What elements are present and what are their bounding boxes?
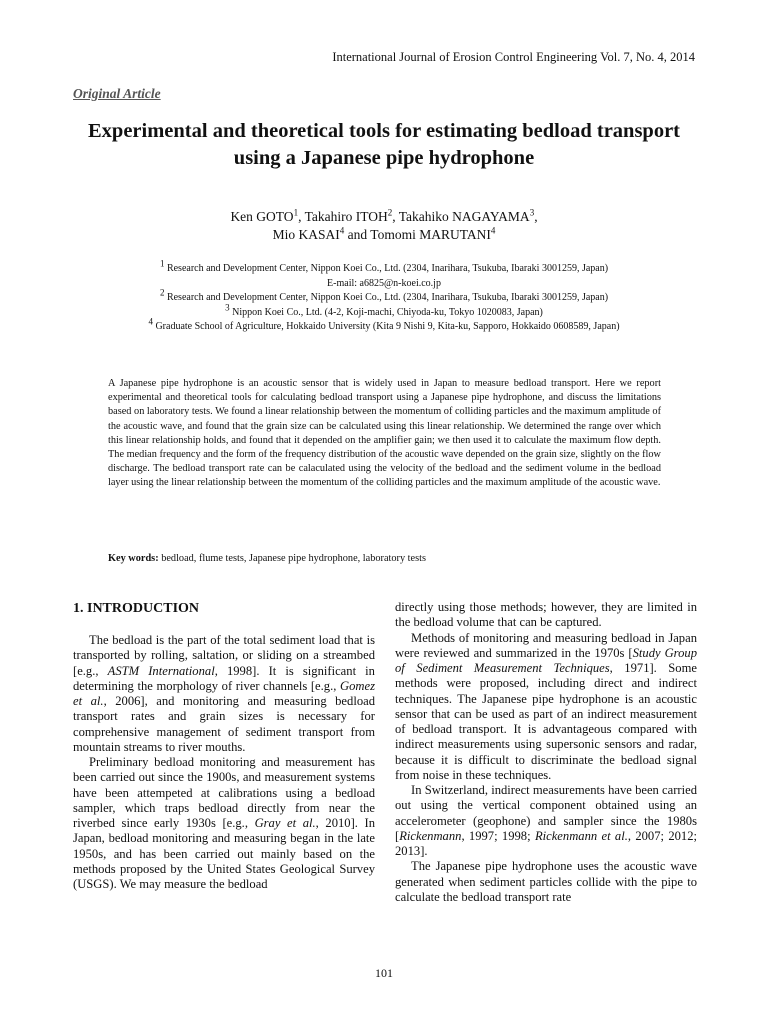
intro-paragraph-1: The bedload is the part of the total sediment load that is transported by rolling, saltation, or sliding on a streambed [e.g., ASTM International, 1998]. It is significant in determining the morphology of river channels [e.g., Gomez et al., 2006], and monitoring and measuring bedload transport rates and grain sizes is necessary for comprehensive management of sediment transport from mountain streams to river mouths.: [73, 633, 376, 754]
affiliation-mark: 3: [225, 302, 230, 313]
affiliation-text: Research and Development Center, Nippon Koei Co., Ltd. (2304, Inarihara, Tsukuba, Ibaraki 3001259, Japan): [166, 292, 609, 303]
author-name: Mio KASAI: [272, 227, 340, 242]
keywords-text: bedload, flume tests, Japanese pipe hydrophone, laboratory tests: [158, 553, 426, 564]
citation: Gomez et al.: [73, 678, 375, 708]
intro-paragraph-5: The Japanese pipe hydrophone uses the acoustic wave generated when sediment particles collide with the pipe to calculate the bedload transport rate: [395, 859, 697, 904]
abstract: A Japanese pipe hydrophone is an acoustic sensor that is widely used in Japan to measure bedload transport. Here we report experimental and theoretical tools for calculating bedload transport using a Japanese pipe hydrophone, and discuss the limitations based on laboratory tests. We found a linear relationship between the momentum of colliding particles and the maximum amplitude of the acoustic wave, and found that the grain size can be calculated using this linear relationship. We determined the range over which this linear relationship holds, and found that it depended on the amplifier gain; we then used it to calculate the maximum flow depth. The median frequency and the form of the frequency distribution of the acoustic wave depended on the grain size, slightly on the flow discharge. The bedload transport rate can be calaculated using the velocity of the bedload and the sediment volume in the bedload layer using the linear relationship between the momentum of the colliding particles and the maximum amplitude of the acoustic wave.: [108, 378, 661, 489]
intro-paragraph-3: Methods of monitoring and measuring bedload in Japan were reviewed and summarized in the 1970s [Study Group of Sediment Measurement Techniques, 1971]. Some methods were proposed, including direct and indirect techniques. The Japanese pipe hydrophone is an acoustic sensor that can be used as part of an indirect measurement of bedload transport. It is advantageous compared with indirect measurements using supersonic sensors and radar, because it is difficult to discriminate the bedload signal from noise in these techniques.: [395, 630, 697, 782]
author-list: Ken GOTO$^1$, Takahiro ITOH$^2$, Takahiko NAGAYAMA$^3$, Mio KASAI$^4$ and Tomomi MARUTANI$^4$: [230, 207, 538, 242]
affiliation-email: [73, 277, 695, 292]
author-name: Takahiko NAGAYAMA: [398, 209, 530, 224]
affiliation-4: [73, 316, 695, 335]
section-heading-introduction: 1. INTRODUCTION: [73, 601, 200, 616]
affiliation-mark: 4: [148, 316, 153, 327]
affiliations: [73, 258, 695, 335]
email-text: E-mail: a6825@n-koei.co.jp: [327, 277, 441, 289]
intro-paragraph-4: In Switzerland, indirect measurements have been carried out using the vertical component obtained using an accelerometer (geophone) and sampler since the 1980s [Rickenmann, 1997; 1998; Rickenmann et al., 2007; 2012; 2013].: [395, 783, 698, 858]
affiliation-2: [73, 287, 695, 306]
affiliation-text: Research and Development Center, Nippon Koei Co., Ltd. (2304, Inarihara, Tsukuba, Ibaraki 3001259, Japan): [166, 263, 609, 274]
affiliation-mark: 2: [159, 287, 165, 298]
intro-paragraph-2-continued: directly using those methods; however, they are limited in the bedload volume that can be captured.: [395, 600, 697, 630]
affiliation-mark: 1: [159, 258, 165, 269]
author-affiliation-mark: 1: [293, 207, 299, 218]
affiliation-text: Graduate School of Agriculture, Hokkaido University (Kita 9 Nishi 9, Kita-ku, Sapporo, Hokkaido 0608589, Japan): [155, 321, 620, 332]
affiliation-3: [73, 302, 695, 321]
author-name: Takahiro ITOH: [304, 209, 388, 224]
author-name: Tomomi MARUTANI: [370, 227, 491, 242]
author-affiliation-mark: 4: [339, 225, 345, 236]
author-affiliation-mark: 4: [490, 225, 496, 236]
keywords: [108, 552, 661, 566]
author-name: Ken GOTO: [230, 209, 294, 224]
intro-paragraph-2: Preliminary bedload monitoring and measurement has been carried out since the 1900s, and measurement systems have been attempeted at calibrations using a bedload sampler, which traps bedload directly from near the riverbed since early 1930s [e.g., Gray et al., 2010]. In Japan, bedload monitoring and measuring began in the late 1950s, and has been carried out mainly based on the methods proposed by the United States Geological Survey (USGS). We may measure the bedload: [73, 755, 376, 891]
citation: Study Group of Sediment Measurement Techniques: [395, 645, 697, 675]
author-affiliation-mark: 3: [529, 207, 535, 218]
citation: Rickenmann: [399, 828, 462, 843]
citation: Rickenmann et al.: [534, 828, 628, 843]
article-type-label: Original Article: [73, 86, 161, 101]
right-column: [395, 600, 697, 905]
citation: ASTM International: [107, 663, 215, 678]
journal-header: International Journal of Erosion Control Engineering Vol. 7, No. 4, 2014: [332, 50, 695, 64]
affiliation-1: [73, 258, 695, 277]
citation: Gray et al.: [254, 816, 316, 830]
paper-title: Experimental and theoretical tools for estimating bedload transport using a Japanese pipe hydrophone: [88, 120, 680, 169]
affiliation-text: Nippon Koei Co., Ltd. (4-2, Koji-machi, Chiyoda-ku, Tokyo 1020083, Japan): [232, 306, 543, 318]
keywords-label: Key words:: [108, 553, 159, 564]
author-affiliation-mark: 2: [387, 207, 393, 218]
left-column: [73, 600, 375, 892]
page-number: 101: [375, 966, 393, 980]
